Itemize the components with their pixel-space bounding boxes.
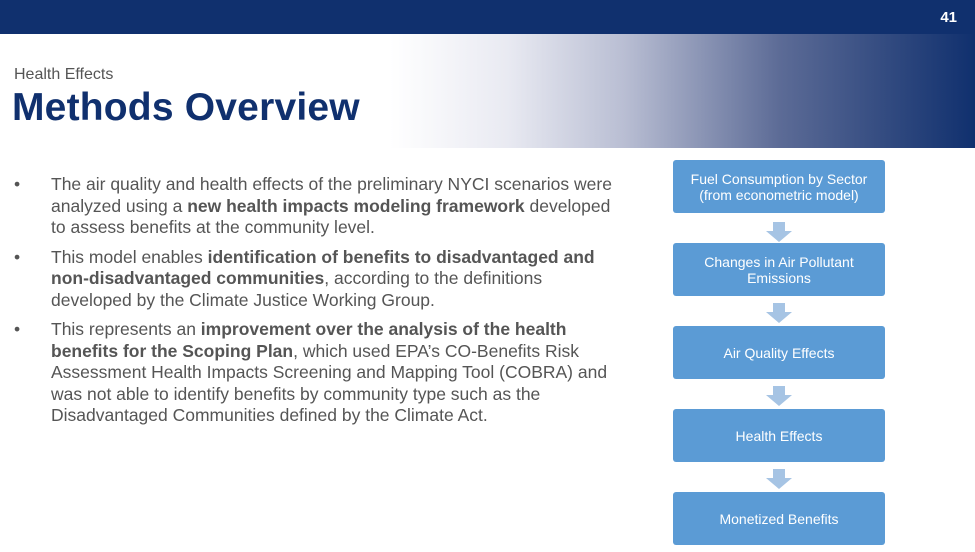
- section-label: Health Effects: [14, 66, 114, 83]
- flow-step-health-effects: [673, 409, 885, 462]
- bullet-text: developed to assess benefits at the community level.: [51, 195, 611, 237]
- bullet-emphasis: improvement over the analysis of the health benefits for the Scoping Plan: [51, 319, 567, 361]
- bullet-marker: •: [14, 246, 21, 267]
- bullet-list: [14, 174, 624, 435]
- bullet-emphasis: new health impacts modeling framework: [187, 195, 525, 216]
- slide-number: 41: [940, 9, 957, 26]
- bullet-text: , which used EPA’s CO-Benefits Risk Assessment Health Impacts Screening and Mapping Tool (COBRA) and was not able to identify benefits by community type such as the Disadvantaged Communities defined by the Climate Act.: [51, 340, 608, 425]
- flow-step-sublabel: Emissions: [747, 269, 811, 286]
- flow-step-monetized-benefits: [673, 492, 885, 545]
- bullet-marker: •: [14, 174, 21, 194]
- down-arrow-icon: [766, 303, 792, 323]
- down-arrow-icon: [766, 386, 792, 406]
- bullet-item: [14, 247, 624, 312]
- flow-step-label: Health Effects: [735, 427, 823, 444]
- down-arrow-icon: [766, 222, 792, 242]
- bullet-text: This represents an: [51, 319, 201, 339]
- flow-step-label: Monetized Benefits: [719, 510, 839, 527]
- flow-step-air-quality: [673, 326, 885, 379]
- flow-step-pollutant-emissions: [673, 243, 885, 296]
- page-title: Methods Overview: [12, 86, 360, 129]
- flow-step-fuel-consumption: [673, 160, 885, 213]
- flow-step-label: Fuel Consumption by Sector: [690, 170, 868, 187]
- down-arrow-icon: [766, 469, 792, 489]
- bullet-text: This model enables: [51, 246, 208, 267]
- top-banner: [0, 0, 975, 34]
- flow-step-label: Air Quality Effects: [723, 344, 835, 361]
- bullet-marker: •: [14, 319, 21, 339]
- bullet-item: [14, 174, 624, 239]
- flow-step-label: Changes in Air Pollutant: [704, 253, 854, 270]
- bullet-text: , according to the definitions developed by the Climate Justice Working Group.: [51, 268, 543, 310]
- flow-step-sublabel: (from econometric model): [699, 186, 859, 203]
- bullet-text: The air quality and health effects of the preliminary NYCI scenarios were analyzed using a: [51, 174, 612, 216]
- bullet-item: [14, 319, 624, 427]
- bullet-emphasis: identification of benefits to disadvantaged and non-disadvantaged communities: [51, 246, 595, 288]
